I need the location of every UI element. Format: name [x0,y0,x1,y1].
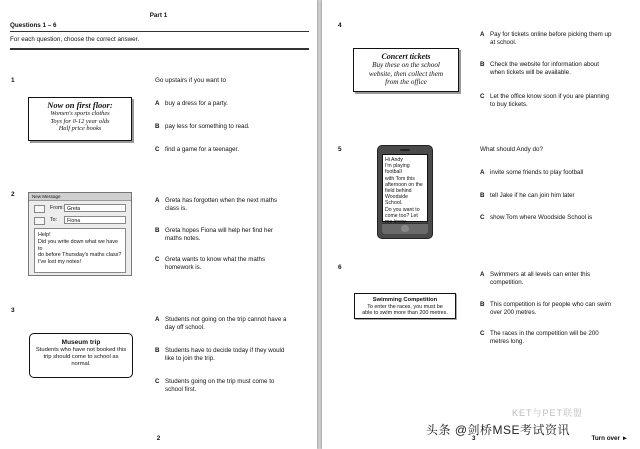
option-letter: A [155,316,160,323]
option-letter: C [480,93,485,100]
message-line: Help! [38,232,51,238]
option-letter: A [155,100,160,107]
question-2-number: 2 [11,191,15,198]
question-1-number: 1 [11,77,15,84]
notice-title: Swimming Competition [372,297,438,303]
option-text: invite some friends to play football [490,169,584,176]
option-letter: C [480,330,485,337]
option-text: Pay for tickets online before picking them up at school. [490,31,612,47]
to-label: To: [50,217,58,223]
option-letter: A [480,271,485,278]
notice-line: normal. [71,361,91,367]
question-5-number: 5 [338,146,342,153]
watermark: 头条 @剑桥MSE考试资讯 [426,423,571,437]
from-label: From: [50,205,64,211]
option-letter: B [155,347,160,354]
question-4-number: 4 [338,22,342,29]
option-text: Students not going on the trip cannot have a day off school. [165,316,287,332]
contact-card-icon [34,205,45,213]
phone-home-button [401,225,409,232]
question-1-prompt: Go upstairs if you want to [155,77,227,84]
message-line: Did you write down what we have to [38,238,119,252]
option-letter: A [480,169,485,176]
page-number: 2 [156,435,161,442]
turn-over-label: Turn over ► [591,435,628,442]
option-letter: A [155,197,160,204]
question-3-number: 3 [11,307,15,314]
message-window-title: New Message [29,193,131,201]
notice-line: from the office [385,78,427,87]
option-text: Swimmers at all levels can enter this competition. [490,271,591,287]
option-letter: C [155,256,160,263]
option-text: show Tom where Woodside School is [490,214,593,221]
option-letter: B [480,301,485,308]
question-3-notice [29,333,133,378]
notice-line: Students who have not booked this [35,347,127,353]
option-text: Students have to decide today if they would like to join the trip. [165,347,285,363]
option-text: Greta hopes Fiona will help her find her maths notes. [165,227,273,243]
notice-line: Women's sports clothes [50,110,110,117]
option-letter: C [480,214,485,221]
option-letter: B [480,61,485,68]
option-text: buy a dress for a party. [165,100,228,107]
sms-line: come too? Let [385,212,418,219]
notice-line: Buy these on the school [372,61,440,69]
header-rule-bottom [10,48,309,50]
notice-line: Half price books [58,125,102,133]
question-1-notice [28,97,132,141]
to-row [34,216,126,225]
right-page [322,0,640,449]
option-text: pay less for something to read. [165,123,250,130]
option-text: Let the office know soon if you are planning to buy tickets. [490,93,609,109]
notice-line: website, then collect them [368,69,444,78]
instruction: For each question, choose the correct answer. [10,36,140,43]
sms-line: afternoon on the [385,181,423,188]
question-6-number: 6 [338,264,342,271]
from-row [34,204,126,213]
sms-line: Hi Andy [385,157,403,163]
notice-line: trip should come to school as [43,354,119,360]
watermark-faint: KET与PET联盟 [512,408,584,418]
phone-speaker [400,149,410,151]
phone-screen [382,154,428,222]
option-letter: B [155,123,160,130]
mobile-phone [377,145,433,239]
question-5-prompt: What should Andy do? [480,146,544,153]
message-line: do before Thursday's maths class? [38,252,122,259]
sms-line: field behind [385,188,412,195]
page-number: 3 [472,435,476,442]
header-rule-top [10,31,309,32]
notice-line: able to swim more than 200 metres. [362,310,448,317]
new-message-window [28,192,132,276]
question-6-notice [354,293,456,319]
option-text: Greta wants to know what the maths homework is. [165,256,266,272]
option-letter: A [480,31,485,38]
notice-line: To enter the races, you must be [367,303,443,310]
option-text: Greta has forgotten when the next maths class is. [165,197,278,213]
notice-title: Museum trip [61,339,101,346]
option-text: The races in the competition will be 200 metres long. [490,330,599,346]
notice-title: Now on first floor: [47,100,113,110]
option-text: Students going on the trip must come to school first. [165,378,275,394]
option-text: find a game for a teenager. [165,146,239,153]
option-text: Check the website for information about when tickets will be available. [490,61,600,77]
sms-line: I'm playing football [385,163,410,176]
sms-line: Woodside School. [385,194,408,207]
question-4-notice [353,48,459,92]
option-text: This competition is for people who can swim over 200 metres. [490,301,612,317]
part-title: Part 1 [149,12,168,19]
section-title: Questions 1 – 6 [10,22,57,29]
contact-card-icon [34,217,45,225]
message-line: I've lost my notes! [38,259,81,266]
option-letter: B [480,192,485,199]
option-letter: C [155,378,160,385]
notice-line: Toys for 0-12 year olds [50,117,110,125]
sms-line: Do you want to [385,206,420,213]
to-field[interactable]: Fiona [64,216,126,224]
sms-line: with Tom this [385,175,415,182]
option-text: tell Jake if he can join him later [490,192,575,199]
from-field[interactable]: Greta [64,204,126,212]
notice-title: Concert tickets [381,52,431,61]
option-letter: B [155,227,160,234]
option-letter: C [155,146,160,153]
left-page [0,0,317,449]
message-body[interactable] [34,228,126,273]
phone-keypad [382,223,428,234]
